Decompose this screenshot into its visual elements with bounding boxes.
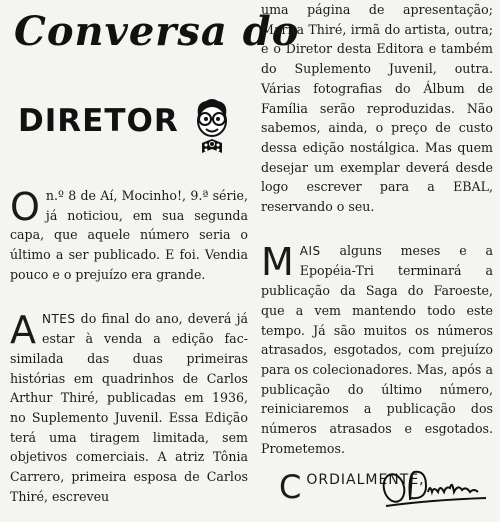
dropcap-a: A [10,307,36,352]
paragraph-1-text: n.º 8 de Aí, Mocinho!, 9.ª série, já noticiou, em sua segunda capa, que aquele número seria o último a ser publicado. E foi. Vendia pouco e o prejuízo era grande. [10,188,248,282]
dropcap-o: O [10,185,40,229]
paragraph-2-lead: NTES [42,311,76,326]
paragraph-3-lead: AIS [299,243,321,258]
mascot-illustration [190,97,234,159]
paragraph-3-text: alguns meses e a Epopéia-Tri terminará a publicação da Saga do Faroeste, que a vem mantendo todo este tempo. Já são muitos os números atrasados, esgotados, com prejuízo para os colecionadores. Mas, após a publicação do último número, reiniciaremos a publicação dos números atrasados e esgotados. Prometemos. [261,242,493,456]
paragraph-2 [10,309,248,507]
dropcap-m: M [261,239,294,284]
right-column [261,0,493,507]
header-title-block: DIRETOR [18,103,179,139]
paragraph-3 [261,241,493,459]
signature-handwritten [380,462,492,510]
dropcap-c: C [279,468,303,507]
paragraph-1 [10,186,248,285]
left-column [10,186,248,507]
paragraph-2-continued: uma página de apresentação; Marita Thiré, irmã do artista, outra; e o Diretor desta Editora e também do Suplemento Juvenil, outra. Várias fotografias do Álbum de Família serão reproduzidas. Não sabemos, ainda, o preço de custo dessa edição nostálgica. Mas quem desejar um exemplar deverá desde logo escrever para a EBAL, reservando o seu. [261,2,493,215]
paragraph-2-text: do final do ano, deverá já estar à venda a edição fac-similada das duas primeiras histórias em quadrinhos de Carlos Arthur Thiré, publicadas em 1936, no Suplemento Juvenil. Essa Edição terá uma tiragem limitada, sem objetivos comerciais. A atriz Tônia Carrero, primeira esposa de Carlos Thiré, escreveu [10,310,248,504]
closing-text: ORDIALMENTE, [306,472,425,489]
header-title-script: Conversa do [14,8,300,55]
